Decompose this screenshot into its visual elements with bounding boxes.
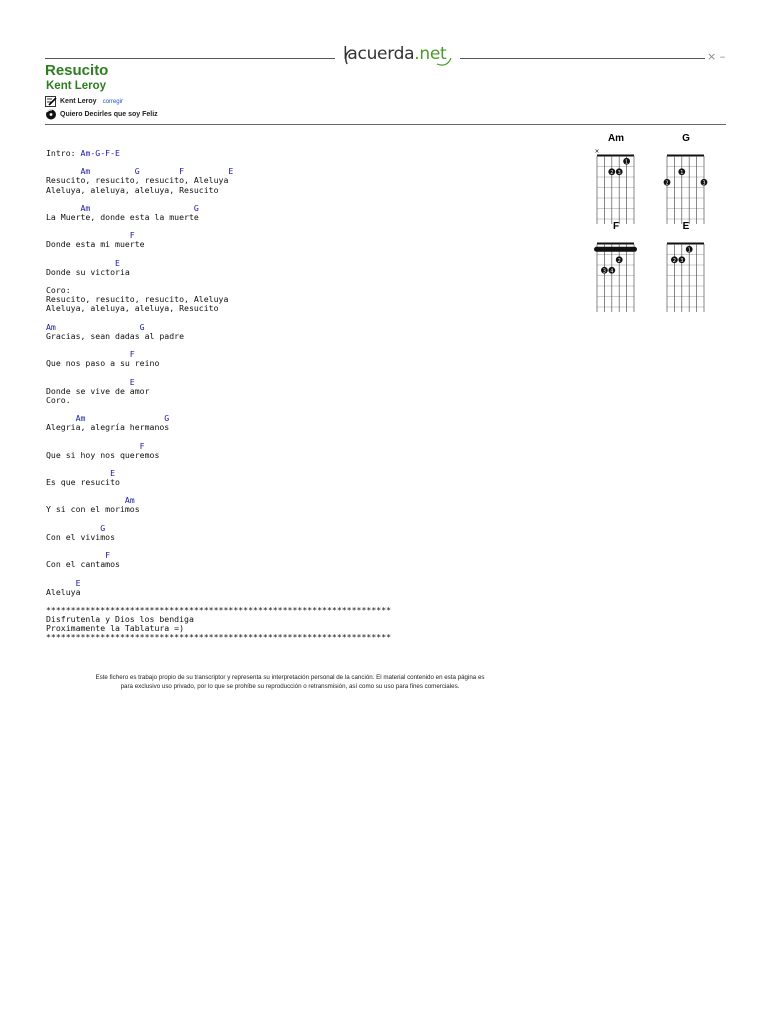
lyric-line — [46, 633, 391, 642]
logo-tld: .net — [414, 44, 447, 64]
logo-name: lacuerda — [343, 44, 415, 64]
album-name[interactable]: Quiero Decirles que soy Feliz — [60, 111, 158, 118]
finger-number: 2 — [672, 257, 676, 264]
chord-name: E — [682, 221, 690, 232]
lyric-line — [46, 304, 391, 313]
intro-chords[interactable]: Am-G-F-E — [80, 148, 120, 158]
song-artist[interactable]: Kent Leroy — [46, 80, 107, 92]
lyric-text: Aleluya, aleluya, aleluya, Resucito — [46, 184, 219, 195]
header-separator — [45, 124, 726, 125]
lyric-text: Disfrutenla y Dios los bendiga — [46, 614, 194, 625]
barre-mark — [594, 247, 637, 252]
chord-line: F — [46, 550, 111, 561]
lyric-line — [46, 533, 391, 542]
chord-nut — [597, 243, 634, 245]
chord-nut — [667, 243, 704, 245]
finger-number: 4 — [610, 268, 614, 275]
chord-line: Am G — [46, 321, 145, 332]
chord-nut — [597, 155, 634, 157]
chord-line: F — [46, 349, 135, 360]
chord-line: G — [46, 522, 106, 533]
lyric-text: Aleluya, aleluya, aleluya, Resucito — [46, 303, 219, 314]
chord-diagram — [592, 232, 640, 312]
lyric-text: ********************************************************************** — [46, 605, 392, 616]
finger-number: 1 — [680, 169, 684, 176]
finger-number: 3 — [680, 257, 684, 264]
lyric-line — [46, 478, 391, 487]
header-rule-right — [460, 58, 705, 59]
lyric-line — [46, 213, 391, 222]
lyric-text: Coro. — [46, 394, 71, 405]
chord-line: E — [46, 257, 120, 268]
lyric-line — [46, 569, 391, 578]
lyric-text: Intro: — [46, 148, 81, 158]
lyrics-block — [46, 149, 391, 643]
chord-line: Am G — [46, 202, 199, 213]
chord-line: E — [46, 376, 135, 387]
lyric-line — [46, 505, 391, 514]
lyric-line — [46, 268, 391, 277]
finger-number: 2 — [665, 180, 669, 187]
copyright-line-1: Este fichero es trabajo propio de su transcriptor y representa su interpretación personal de la canción. El material contenido en esta página es — [95, 674, 485, 681]
chord-nut — [667, 155, 704, 157]
lyric-line — [46, 387, 391, 396]
lyric-text: Donde su victoria — [46, 266, 130, 277]
chord-line: E — [46, 467, 116, 478]
lyric-line — [46, 186, 391, 195]
lyric-line — [46, 240, 391, 249]
chord-name: G — [682, 133, 690, 144]
site-logo[interactable] — [343, 44, 455, 70]
chord-line: Am G — [46, 413, 170, 424]
lyric-text: Gracias, sean dadas al padre — [46, 330, 185, 341]
chord-line: F — [46, 230, 135, 241]
lyric-line — [46, 588, 391, 597]
close-icon[interactable]: × – — [707, 50, 726, 63]
disc-icon — [45, 109, 57, 120]
finger-number: 1 — [625, 159, 629, 166]
lyric-line — [46, 451, 391, 460]
lyric-text: Con el cantamos — [46, 559, 120, 570]
lyric-text: Que si hoy nos queremos — [46, 449, 160, 460]
finger-number: 2 — [610, 169, 614, 176]
lyric-text: ********************************************************************** — [46, 632, 392, 643]
song-title: Resucito — [45, 62, 109, 79]
header-rule-left — [45, 58, 335, 59]
chord-diagrams — [590, 130, 720, 310]
lyric-text: Alegria, alegría hermanos — [46, 422, 170, 433]
transcriber-row — [45, 96, 123, 107]
lyric-text: Que nos paso a su reino — [46, 358, 160, 369]
lyric-line — [46, 277, 391, 286]
finger-number: 2 — [617, 257, 621, 264]
lyric-text: Con el vivimos — [46, 531, 116, 542]
lyric-text: Resucito, resucito, resucito, Aleluya — [46, 175, 229, 186]
lyric-text: Aleluya — [46, 586, 81, 597]
chord-diagram — [592, 144, 640, 224]
finger-number: 1 — [687, 247, 691, 254]
album-row — [45, 109, 158, 120]
lyric-text: Donde se vive de amor — [46, 385, 150, 396]
lyric-line — [46, 396, 391, 405]
lyric-text: Y si con el morimos — [46, 504, 140, 515]
lyric-text: Es que resucito — [46, 477, 120, 488]
chord-line: F — [46, 440, 145, 451]
lyric-text: Donde esta mi muerte — [46, 239, 145, 250]
chord-line: Am G F E — [46, 166, 234, 177]
mute-mark: × — [594, 148, 600, 155]
lyric-text: Coro: — [46, 285, 71, 296]
copyright-line-2: para exclusivo uso privado, por lo que se prohíbe su reproducción o retransmisión, así como su uso para fines comerciales. — [120, 682, 460, 690]
chord-line: Am — [46, 495, 135, 506]
lyric-text: Resucito, resucito, resucito, Aleluya — [46, 294, 229, 305]
lyric-line — [46, 560, 391, 569]
finger-number: 3 — [617, 169, 621, 176]
finger-number: 3 — [602, 268, 606, 275]
copyright-notice — [45, 674, 535, 691]
finger-number: 3 — [702, 180, 706, 187]
chord-name: Am — [607, 133, 625, 144]
pencil-icon — [45, 96, 57, 107]
lyric-line — [46, 332, 391, 341]
lyric-line — [46, 359, 391, 368]
transcriber-name[interactable]: Kent Leroy — [60, 98, 97, 105]
lyric-line — [46, 423, 391, 432]
chord-diagram — [662, 144, 710, 224]
chord-line: E — [46, 577, 81, 588]
logo-text — [343, 44, 446, 64]
chord-diagram — [662, 232, 710, 312]
lyric-text: Proximamente la Tablatura =) — [46, 623, 185, 634]
lyric-line — [46, 149, 391, 158]
lyric-text: La Muerte, donde esta la muerte — [46, 211, 199, 222]
edit-link[interactable]: corregir — [102, 98, 123, 105]
chord-name: F — [612, 221, 620, 232]
